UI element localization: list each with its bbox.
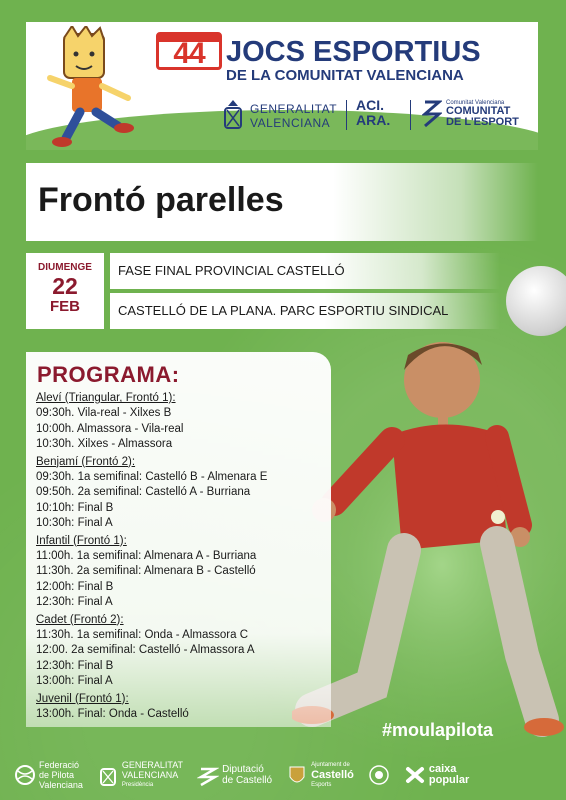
match-line: 09:50h. 2a semifinal: Castelló A - Burriana (36, 486, 251, 498)
match-line: 12:00h: Final B (36, 580, 114, 593)
aci-line-2: ARA. (356, 112, 391, 128)
sponsor-footer (0, 750, 566, 800)
dip-line-1: Diputació (222, 764, 264, 775)
mascot-illustration (42, 26, 152, 150)
divider (346, 100, 347, 130)
match-line: 12:30h: Final B (36, 659, 114, 672)
pilota-ball-icon (14, 763, 36, 787)
ajuntament-castello-logo (286, 760, 354, 790)
gv-line-1: GENERALITAT (250, 102, 338, 116)
aj-line-3: Esports (311, 782, 332, 788)
comunitat-esport-logo (422, 98, 519, 130)
date-box (26, 253, 104, 329)
ce-small-text: Comunitat Valenciana (446, 100, 505, 106)
aj-line-2: Castelló (311, 769, 354, 781)
event-title: Frontó parelles (38, 181, 284, 219)
seal-icon (368, 763, 390, 787)
divider (410, 100, 411, 130)
caixa-line-2: popular (428, 774, 470, 786)
day-of-week: DIUMENGE (38, 262, 92, 273)
program-panel (26, 352, 331, 727)
program-list (36, 389, 326, 722)
match-line: 10:30h: Final A (36, 517, 113, 529)
event-series-subtitle: DE LA COMUNITAT VALENCIANA (226, 67, 464, 84)
day-number: 22 (52, 273, 78, 299)
match-line: 11:30h. 1a semifinal: Onda - Almassora C (36, 628, 249, 641)
hashtag: #moulapilota (382, 720, 494, 740)
fed-line-3: Valenciana (39, 780, 83, 790)
ce-line-1: COMUNITAT (446, 105, 511, 117)
month: FEB (50, 298, 80, 315)
match-line: 11:30h. 2a semifinal: Almenara B - Castelló (36, 565, 256, 577)
ce-mark-icon (422, 98, 442, 130)
match-line: 09:30h. 1a semifinal: Castelló B - Almenara E (36, 470, 268, 483)
category-heading: Benjamí (Frontó 2): (36, 455, 136, 468)
gv-line-2: VALENCIANA (250, 116, 331, 130)
category-heading: Cadet (Frontó 2): (36, 613, 124, 626)
match-line: 10:10h: Final B (36, 501, 114, 514)
aci-ara-logo (356, 98, 390, 128)
ce-line-2: DE L'ESPORT (446, 116, 519, 128)
category-heading: Aleví (Triangular, Frontó 1): (36, 392, 176, 404)
match-line: 12:00. 2a semifinal: Castelló - Almassora A (36, 644, 255, 656)
crest-icon (222, 98, 244, 134)
venue-row (110, 293, 500, 329)
diputacio-castello-logo (197, 763, 272, 787)
match-line: 11:00h. 1a semifinal: Almenara A - Burriana (36, 549, 257, 562)
dip-line-2: de Castelló (222, 775, 273, 786)
generalitat-footer-logo (97, 760, 183, 790)
caixa-popular-logo (404, 763, 469, 787)
aj-line-1: Ajuntament de (311, 762, 350, 768)
gv-footer-line-3: Presidència (121, 782, 154, 788)
diputacio-mark-icon (197, 763, 219, 787)
gv-footer-line-2: VALENCIANA (121, 770, 179, 780)
match-line: 10:00h. Almassora - Vila-real (36, 422, 184, 435)
phase-text: FASE FINAL PROVINCIAL CASTELLÓ (118, 263, 345, 278)
match-line: 12:30h: Final A (36, 596, 113, 608)
category-heading: Infantil (Frontó 1): (36, 534, 127, 547)
match-line: 10:30h. Xilxes - Almassora (36, 438, 173, 450)
edition-badge: 44 (156, 32, 222, 70)
program-heading: PROGRAMA: (37, 362, 180, 387)
event-title-banner (26, 163, 538, 241)
gv-footer-line-1: GENERALITAT (121, 760, 184, 770)
match-line: 13:00h: Final A (36, 675, 113, 687)
category-heading: Juvenil (Frontó 1): (36, 692, 129, 705)
crest-icon (97, 763, 119, 787)
header-banner (26, 22, 538, 150)
caixa-line-1: caixa (428, 763, 457, 775)
player-photo (292, 325, 566, 755)
fed-line-1: Federació (39, 760, 80, 770)
phase-row (110, 253, 500, 289)
match-line: 13:00h. Final: Onda - Castelló (36, 707, 189, 720)
generalitat-logo (222, 94, 337, 138)
federacio-pilota-logo (14, 760, 83, 790)
aci-line-1: ACI. (356, 97, 384, 113)
venue-text: CASTELLÓ DE LA PLANA. PARC ESPORTIU SINDICAL (118, 303, 449, 318)
city-crest-icon (286, 763, 308, 787)
caixa-mark-icon (404, 763, 426, 787)
fed-line-2: de Pilota (39, 770, 75, 780)
seal-logo (368, 763, 390, 787)
event-series-title: JOCS ESPORTIUS (226, 36, 481, 68)
match-line: 09:30h. Vila-real - Xilxes B (36, 407, 172, 419)
